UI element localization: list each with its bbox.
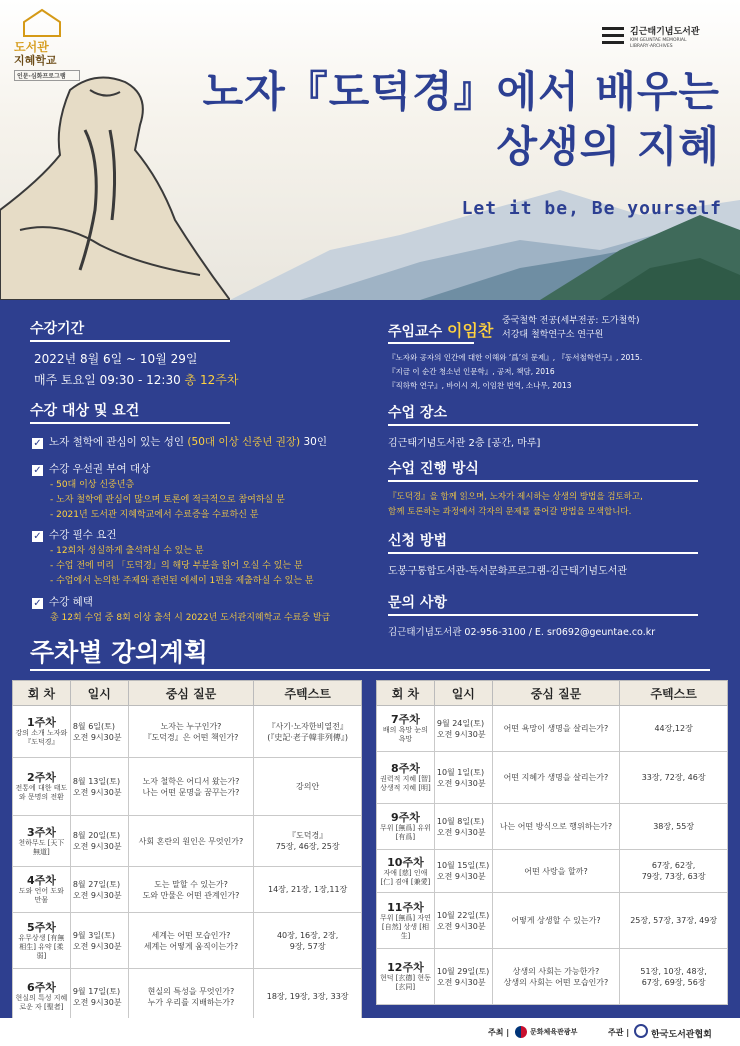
question-cell: 세계는 어떤 모습인가? 세계는 어떻게 움직이는가? <box>128 913 254 969</box>
question-cell: 노자 철학은 어디서 왔는가? 나는 어떤 문명을 꿈꾸는가? <box>128 758 254 816</box>
period-time: 매주 토요일 09:30 - 12:30 총 12주차 <box>34 373 239 387</box>
professor-major: 중국철학 전공(세부전공: 도가철학) <box>502 316 640 326</box>
required-item: - 수업 전에 미리 「도덕경」의 해당 부분을 읽어 오실 수 있는 분 <box>50 561 303 571</box>
date-cell: 10월 22일(토) 오전 9시30분 <box>434 893 492 949</box>
week-cell: 4주차 도와 언어 도와 만물 <box>13 867 71 913</box>
period-heading: 수강기간 <box>30 321 85 337</box>
week-cell: 9주차 무위 [無爲] 유위 [有爲] <box>377 804 435 850</box>
date-cell: 8월 20일(토) 오전 9시30분 <box>70 816 128 867</box>
week-cell: 7주차 배의 욕망 눈의 욕망 <box>377 706 435 752</box>
kla-logo-icon <box>634 1024 648 1038</box>
schedule-heading: 주차별 강의계획 <box>30 638 208 667</box>
question-cell: 어떤 사랑을 할까? <box>492 850 620 893</box>
text-cell: 『도덕경』 75장, 46장, 25장 <box>254 816 362 867</box>
question-cell: 도는 말할 수 있는가? 도와 만물은 어떤 관계인가? <box>128 867 254 913</box>
week-cell: 2주차 전통에 대한 태도와 문명의 전환 <box>13 758 71 816</box>
date-cell: 10월 15일(토) 오전 9시30분 <box>434 850 492 893</box>
laozi-illustration <box>0 70 230 300</box>
date-cell: 9월 3일(토) 오전 9시30분 <box>70 913 128 969</box>
professor-work: 『직하학 연구』, 바이시 저, 이임찬 번역, 소나무, 2013 <box>388 381 572 390</box>
text-cell: 67장, 62장, 79장, 73장, 63장 <box>620 850 728 893</box>
contact-heading: 문의 사항 <box>388 595 447 611</box>
apply-heading: 신청 방법 <box>388 533 447 549</box>
column-header: 중심 질문 <box>492 681 620 706</box>
schedule-table-left <box>12 680 362 1025</box>
school-logo <box>14 8 68 80</box>
table-row <box>377 949 728 1005</box>
method-line: 함께 토론하는 과정에서 각자의 문제를 풀어갈 방법을 모색합니다. <box>388 507 632 517</box>
question-cell: 어떤 욕망이 생명을 살리는가? <box>492 706 620 752</box>
date-cell: 8월 27일(토) 오전 9시30분 <box>70 867 128 913</box>
priority-heading: ✓ 수강 우선권 부여 대상 <box>33 463 151 476</box>
place-text: 김근태기념도서관 2층 [공간, 마루] <box>388 438 541 449</box>
professor-work: 『지금 이 순간 청소년 인문학』, 공저, 책담, 2016 <box>388 367 555 376</box>
check-icon: ✓ <box>33 531 42 542</box>
question-cell: 어떻게 상생할 수 있는가? <box>492 893 620 949</box>
column-header: 주텍스트 <box>254 681 362 706</box>
divider <box>30 340 230 342</box>
date-cell: 9월 24일(토) 오전 9시30분 <box>434 706 492 752</box>
date-cell: 10월 1일(토) 오전 9시30분 <box>434 752 492 804</box>
required-item: - 수업에서 논의한 주제와 관련된 에세이 1편을 제출하실 수 있는 분 <box>50 576 314 586</box>
question-cell: 사회 혼란의 원인은 무엇인가? <box>128 816 254 867</box>
table-row <box>13 867 362 913</box>
organizer-label: 주관 | <box>608 1028 630 1037</box>
table-row <box>13 816 362 867</box>
house-icon <box>22 8 62 38</box>
taegeuk-icon <box>515 1026 527 1038</box>
target-heading: 수강 대상 및 요건 <box>30 403 140 419</box>
professor-work: 『노자와 공자의 인간에 대한 이해와 ‘爲’의 문제』, 『동서철학연구』, 2015. <box>388 353 643 362</box>
benefit-text: 총 12회 수업 중 8회 이상 출석 시 2022년 도서관지혜학교 수료증 발급 <box>50 613 331 623</box>
priority-item: - 50대 이상 신중년층 <box>50 480 135 490</box>
check-icon: ✓ <box>33 465 42 476</box>
week-cell: 3주차 천하무도 [天下無道] <box>13 816 71 867</box>
question-cell: 노자는 누구인가? 『도덕경』은 어떤 책인가? <box>128 706 254 758</box>
table-row <box>377 804 728 850</box>
week-cell: 6주차 현실의 특성 지혜로운 자 [聖者] <box>13 969 71 1025</box>
host-label: 주최 | <box>488 1028 510 1037</box>
method-heading: 수업 진행 방식 <box>388 461 479 477</box>
logo-line1: 도서관 <box>14 40 49 54</box>
table-row <box>377 706 728 752</box>
divider <box>388 342 474 344</box>
column-header: 중심 질문 <box>128 681 254 706</box>
text-cell: 25장, 57장, 37장, 49장 <box>620 893 728 949</box>
library-logo <box>600 22 718 58</box>
organizer-name: 한국도서관협회 <box>651 1030 712 1040</box>
week-cell: 10주차 자애 [慈] 인애 [仁] 겸애 [兼愛] <box>377 850 435 893</box>
column-header: 주텍스트 <box>620 681 728 706</box>
benefit-heading: ✓ 수강 혜택 <box>33 596 93 609</box>
professor-affiliation: 서강대 철학연구소 연구원 <box>502 330 604 340</box>
table-row <box>377 850 728 893</box>
logo-line2: 지혜학교 <box>14 54 57 67</box>
check-icon: ✓ <box>33 598 42 609</box>
place-heading: 수업 장소 <box>388 405 447 421</box>
table-row <box>377 752 728 804</box>
text-cell: 44장,12장 <box>620 706 728 752</box>
text-cell: 14장, 21장, 1장,11장 <box>254 867 362 913</box>
week-cell: 12주차 현덕 [玄德] 현동 [玄同] <box>377 949 435 1005</box>
page-subtitle: Let it be, Be yourself <box>461 198 722 219</box>
text-cell: 18장, 19장, 3장, 33장 <box>254 969 362 1025</box>
table-row <box>377 893 728 949</box>
divider <box>388 614 698 616</box>
text-cell: 51장, 10장, 48장, 67장, 69장, 56장 <box>620 949 728 1005</box>
question-cell: 어떤 지혜가 생명을 살리는가? <box>492 752 620 804</box>
table-row <box>13 913 362 969</box>
week-cell: 8주차 권력적 지혜 [智] 상생적 지혜 [明] <box>377 752 435 804</box>
period-dates: 2022년 8월 6일 ~ 10월 29일 <box>34 352 198 366</box>
logo-tag: 인문·심화프로그램 <box>14 70 80 81</box>
check-icon: ✓ <box>33 438 42 449</box>
page-title: 노자『도덕경』에서 배우는 상생의 지혜 <box>202 67 720 171</box>
org-sub: KIM GEUNTAE MEMORIAL LIBRARY·ARCHIVES <box>630 38 687 49</box>
apply-text: 도봉구통합도서관-독서문화프로그램-김근태기념도서관 <box>388 566 628 577</box>
library-mark-icon <box>600 24 626 50</box>
date-cell: 8월 13일(토) 오전 9시30분 <box>70 758 128 816</box>
text-cell: 40장, 16장, 2장, 9장, 57장 <box>254 913 362 969</box>
date-cell: 10월 29일(토) 오전 9시30분 <box>434 949 492 1005</box>
divider <box>388 480 698 482</box>
week-cell: 5주차 유무상생 [有無相生] 유약 [柔弱] <box>13 913 71 969</box>
text-cell: 『사기·노자한비열전』 (『史記·老子韓非列傳』) <box>254 706 362 758</box>
contact-text: 김근태기념도서관 02-956-3100 / E. sr0692@geuntae.co.kr <box>388 627 656 638</box>
table-row <box>13 969 362 1025</box>
divider <box>30 422 230 424</box>
footer <box>0 1018 740 1046</box>
divider <box>388 552 698 554</box>
table-row <box>13 706 362 758</box>
question-cell: 상생의 사회는 가능한가? 상생의 사회는 어떤 모습인가? <box>492 949 620 1005</box>
org-name: 김근태기념도서관 <box>630 27 700 37</box>
professor-heading: 주임교수 이임찬 <box>388 321 494 340</box>
priority-item: - 2021년 도서관 지혜학교에서 수료증을 수료하신 분 <box>50 510 259 520</box>
required-heading: ✓ 수강 필수 요건 <box>33 529 117 542</box>
column-header: 일시 <box>434 681 492 706</box>
text-cell: 33장, 72장, 46장 <box>620 752 728 804</box>
question-cell: 현실의 특성을 무엇인가? 누가 우리를 지배하는가? <box>128 969 254 1025</box>
priority-item: - 노자 철학에 관심이 많으며 토론에 적극적으로 참여하실 분 <box>50 495 285 505</box>
required-item: - 12회차 성실하게 출석하실 수 있는 분 <box>50 546 204 556</box>
text-cell: 38장, 55장 <box>620 804 728 850</box>
question-cell: 나는 어떤 방식으로 행위하는가? <box>492 804 620 850</box>
date-cell: 9월 17일(토) 오전 9시30분 <box>70 969 128 1025</box>
week-cell: 11주차 무위 [無爲] 자연 [自然] 상생 [相生] <box>377 893 435 949</box>
hero-banner <box>0 0 740 300</box>
column-header: 회 차 <box>13 681 71 706</box>
week-cell: 1주차 강의 소개 노자와 『도덕경』 <box>13 706 71 758</box>
table-row <box>13 758 362 816</box>
date-cell: 10월 8일(토) 오전 9시30분 <box>434 804 492 850</box>
divider <box>30 669 710 671</box>
schedule-table-right <box>376 680 728 1005</box>
divider <box>388 424 698 426</box>
date-cell: 8월 6일(토) 오전 9시30분 <box>70 706 128 758</box>
text-cell: 강의안 <box>254 758 362 816</box>
method-line: 『도덕경』을 함께 읽으며, 노자가 제시하는 상생의 방법을 검토하고, <box>388 492 643 502</box>
column-header: 회 차 <box>377 681 435 706</box>
column-header: 일시 <box>70 681 128 706</box>
target-item: ✓ 노자 철학에 관심이 있는 성인 (50대 이상 신중년 권장) 30인 <box>33 436 327 449</box>
host-name: 문화체육관광부 <box>530 1028 578 1036</box>
